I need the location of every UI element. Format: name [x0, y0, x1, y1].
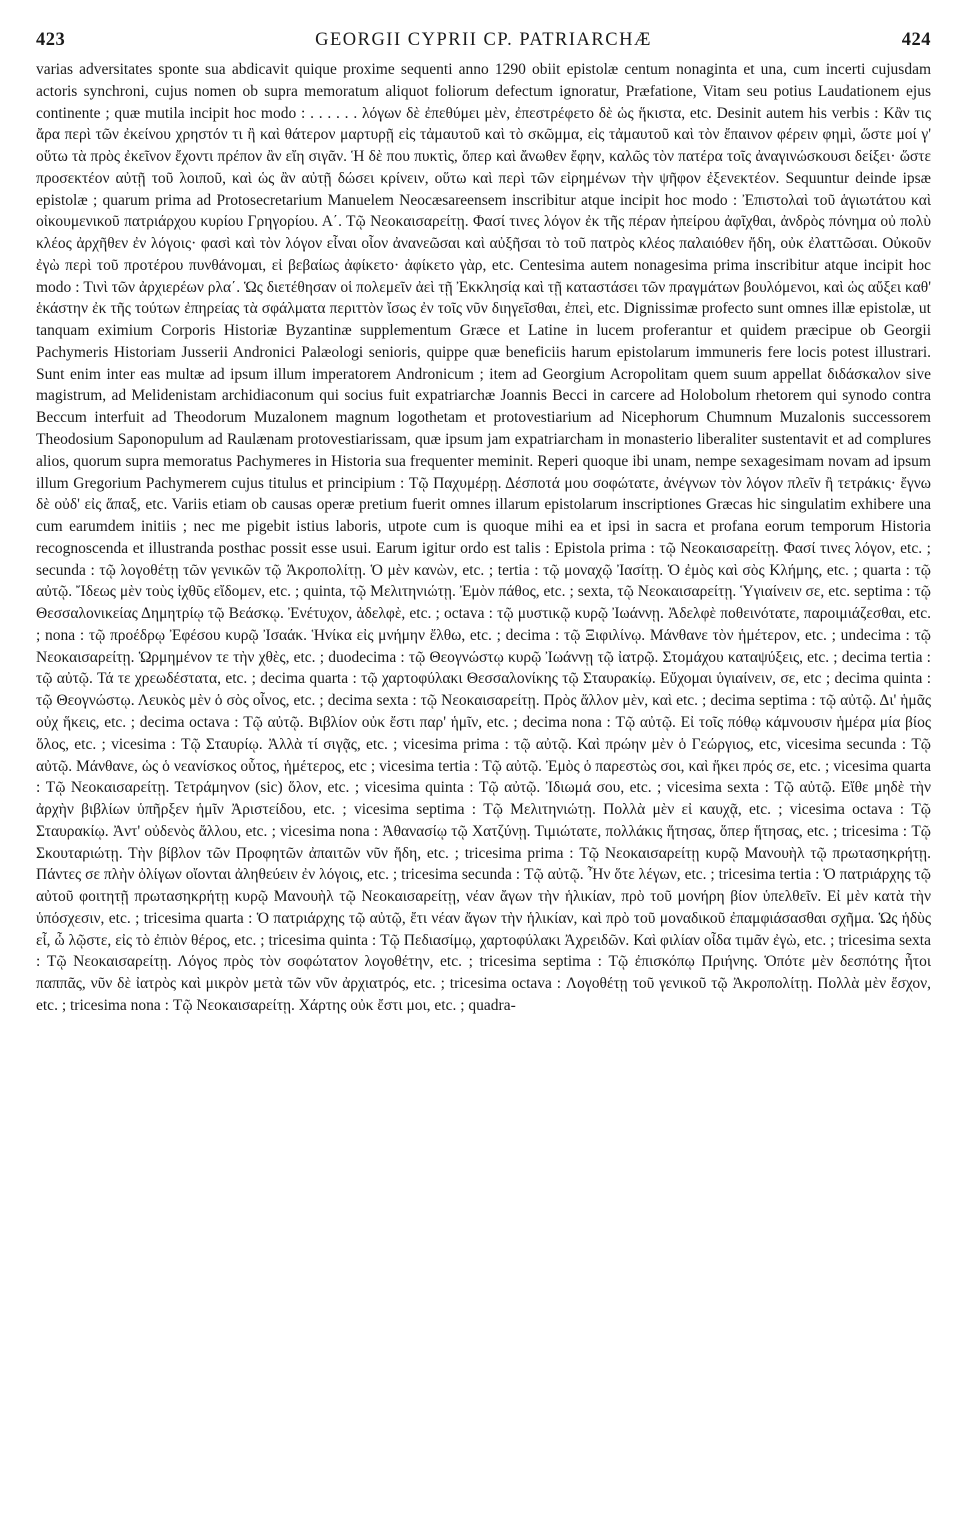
right-page-number: 424 — [901, 30, 931, 50]
running-header — [36, 30, 931, 52]
running-title: GEORGII CYPRII CP. PATRIARCHÆ — [315, 30, 652, 50]
body-paragraph: varias adversitates sponte sua abdicavit quique proxime sequenti anno 1290 obiit epistolæ centum nonaginta et una, cum incerti cujusdam actoris synchroni, cujus nomen ob supra memoratum aliquot foliorum defectum ignoratur, Præfatione, Vitam seu potius Laudationem ejus continente ; quæ mutila incipit hoc modo : . . . . . . λόγων δὲ ἐπεθύμει μὲν, ἐπεστρέφετο δὲ ὡς ἥκιστα, etc. Desinit autem his verbis : Κἂν τις ἄρα περὶ τῶν ἐκείνου χρηστόν τι ἢ καὶ θάτερον μαρτυρῇ εἰς τἀμαυτοῦ καὶ τὸ σκῶμμα, εἰς τἀμαυτοῦ καὶ τὸν ἔπαινον φέρειν φημὶ, ὥστε μοί γ' οὕτω τὰ πρὸς ἐκεῖνον ἔχοντι πρέπον ἂν εἴη σιγᾶν. Ἡ δὲ που πυκτὶς, ὅπερ καὶ ἄνωθεν ἔφην, καλῶς τὸν πατέρα τοῖς ἀναγινώσκουσι δείξει· ὥστε προσεκτέον αὐτῇ τοῦ λοιποῦ, καὶ ὡς ἂν αὐτῇ δώσει κρίνειν, οὕτω καὶ περὶ τῶν εἰρημένων τὴν ψῆφον ἐξενεκτέον. Sequuntur deinde ipsæ epistolæ ; quarum prima ad Protosecretarium Manuelem Neocæsareensem inscribitur atque incipit hoc modo : Ἐπιστολαὶ τοῦ ἁγιωτάτου καὶ οἰκουμενικοῦ πατριάρχου κυρίου Γρηγορίου. Α΄. Τῷ Νεοκαισαρείτῃ. Φασί τινες λόγον ἐκ τῆς πέραν ἠπείρου ἀφῖχθαι, ἀνδρὸς πόνημα οὐ πολὺ κλέος ἀρχῆθεν ἐν λόγοις· φασὶ καὶ τὸν λόγον εἶναι οἷον ἀνανεῶσαι καὶ αὐξῆσαι τὸ τοῦ πατρὸς κλέος παλαιόθεν ἤδη, οὐκ ἐλαττῶσαι. Οὐκοῦν ἐγὼ περὶ τοῦ προτέρου πυνθάνομαι, εἰ βεβαίως ἀφίκετο· ἀφίκετο γὰρ, etc. Centesima autem nonagesima prima inscribitur atque incipit hoc modo : Τινὶ τῶν ἀρχιερέων ρλα΄. Ὡς διετέθησαν οἱ πολεμεῖν ἀεὶ τῇ Ἐκκλησίᾳ καὶ τῇ καταστάσει τῶν πραγμάτων βουλόμενοι, καὶ ὡς αὔξει καθ' ἑκάστην ἐκ τῆς τούτων ἐπηρείας τὰ σφάλματα περιττὸν ἴσως ἐν τοῖς νῦν διηγεῖσθαι, ἐπεὶ, etc. Dignissimæ profecto sunt omnes illæ epistolæ, ut tanquam eximium Corporis Historiæ Byzantinæ supplementum Græce et Latine in lucem proferantur et quidem præcipue ob Georgii Pachymeris Historiam Jusserii Andronici Palæologi senioris, quippe quæ beneficiis harum epistolarum immuneris fere locis potest illustrari. Sunt enim inter eas multæ ad ipsum illum imperatorem Andronicum ; item ad Georgium Acropolitam quem suum appellat διδάσκαλον sive magistrum, ad Melidenistam archidiaconum qui socius fuit expatriarchæ Joannis Becci in carcere ad Holobolum rhetorem qui synodo contra Beccum interfuit ad Theodorum Muzalonem magnum logothetam et protovestiarium ad Nicephorum Chumnum Muzalonis successorem Theodosium Saponopulum ad Raulænam protovestiarissam, quæ ipsum jam expatriarcham in monasterio liberaliter sustentavit et ad complures alios, quorum supra memoratus Pachymeres in Historia sua frequenter meminit. Reperi quoque ibi unam, nempe sexagesimam novam ad ipsum illum Gregorium Pachymerem cujus titulus et principium : Τῷ Παχυμέρῃ. Δέσποτά μου σοφώτατε, ἀνέγνων τὸν λόγον πλεῖν ἢ τετράκις· ἔγνω δὲ οὐδ' εἰς ἅπαξ, etc. Variis etiam ob causas operæ pretium fuerit omnes illarum epistolarum inscriptiones Græcas hic singulatim exhibere una cum earumdem initiis ; nec me pigebit istius laboris, utpote cum is quoque mihi ea et ipsi in sacra et profana eorum temporum Historia recognoscenda et illustranda posthac possit esse usui. Earum igitur ordo est talis : Epistola prima : τῷ Νεοκαισαρείτῃ. Φασί τινες λόγον, etc. ; secunda : τῷ λογοθέτῃ τῶν γενικῶν τῷ Ἀκροπολίτῃ. Ὁ μὲν κανὼν, etc. ; tertia : τῷ μοναχῷ Ἰασίτῃ. Ὁ ἐμὸς καὶ σὸς Κλήμης, etc. ; quarta : τῷ αὐτῷ. Ἴδεως μὲν τοὺς ἰχθῦς εἴδομεν, etc. ; quinta, τῷ Μελιτηνιώτῃ. Ἐμὸν πάθος, etc. ; sexta, τῷ Νεοκαισαρείτῃ. Ὑγιαίνειν σε, etc. septima : τῷ Θεσσαλονικείας Δημητρίῳ τῷ Βεάσκῳ. Ἐνέτυχον, ἀδελφὲ, etc. ; octava : τῷ μυστικῷ κυρῷ Ἰωάννῃ. Ἀδελφὲ ποθεινότατε, παροιμιάζεσθαι, etc. ; nona : τῷ προέδρῳ Ἐφέσου κυρῷ Ἰσαάκ. Ἡνίκα εἰς μνήμην ἔλθω, etc. ; decima : τῷ Ξιφιλίνῳ. Μάνθανε τὸν ἡμέτερον, etc. ; undecima : τῷ Νεοκαισαρείτῃ. Ὡρμημένον τε τὴν χθὲς, etc. ; duodecima : τῷ Θεογνώστῳ κυρῷ Ἰωάννῃ τῷ ἰατρῷ. Στομάχου καταψύξεις, etc. ; decima tertia : τῷ αὐτῷ. Τά τε χρεωδέστατα, etc. ; decima quarta : τῷ χαρτοφύλακι Θεσσαλονίκης τῷ Σταυρακίῳ. Εὔχομαι ὑγιαίνειν, σε, etc ; decima quinta : τῷ Θεογνώστῳ. Λευκὸς μὲν ὁ σὸς οἶνος, etc. ; decima sexta : τῷ Νεοκαισαρείτῃ. Πρὸς ἄλλον μὲν, καὶ etc. ; decima septima : τῷ αὐτῷ. Δι' ἡμᾶς οὐχ ἥκεις, etc. ; decima octava : Τῷ αὐτῷ. Βιβλίον οὐκ ἔστι παρ' ἡμῖν, etc. ; decima nona : Τῷ αὐτῷ. Εἰ τοῖς πόθῳ κάμνουσιν ἡμέρα μία βίος ὅλος, etc. ; vicesima : Τῷ Σταυρίῳ. Ἀλλὰ τί σιγᾷς, etc. ; vicesima prima : τῷ αὐτῷ. Καὶ πρώην μὲν ὁ Γεώργιος, etc, vicesima secunda : Τῷ αὐτῷ. Μάνθανε, ὡς ὁ νεανίσκος οὗτος, ἡμέτερος, etc ; vicesima tertia : Τῷ αὐτῷ. Ἐμὸς ὁ παρεστὼς σοι, καὶ ἥκει πρός σε, etc. ; vicesima quarta : Τῷ Νεοκαισαρείτῃ. Τετράμηνον (sic) ὅλον, etc. ; vicesima quinta : Τῷ αὐτῷ. Ἰδιωμά σου, etc. ; vicesima sexta : Τῷ αὐτῷ. Εἴθε μηδὲ τὴν ἀρχὴν βιβλίων ὑπῆρξεν ἡμῖν Ἀριστείδου, etc. ; vicesima septima : Τῷ Μελιτηνιώτῃ. Πολλὰ μὲν εἰ καυχᾷ, etc. ; vicesima octava : Τῷ Σταυρακίῳ. Ἀντ' οὐδενὸς ἄλλου, etc. ; vicesima nona : Ἀθανασίῳ τῷ Χατζύνῃ. Τιμιώτατε, πολλάκις ἥτησας, ὅπερ ἥτησας, etc. ; tricesima : Τῷ Σκουταριώτῃ. Τὴν βίβλον τῶν Προφητῶν ἀπαιτῶν νῦν ἤδη, etc. ; tricesima prima : Τῷ Νεοκαισαρείτῃ κυρῷ Μανουὴλ τῷ πρωτασηκρήτῃ. Πάντες σε πλὴν ὀλίγων οἴονται ἀληθεύειν ἐν λόγοις, etc. ; tricesima secunda : Τῷ αὐτῷ. Ἦν ὅτε λέγων, etc. ; tricesima tertia : Ὁ πατριάρχης τῷ αὐτοῦ φοιτητῇ πρωτασηκρήτῃ κυρῷ Μανουὴλ τῷ Νεοκαισαρείτῃ, νέαν ἄγων τὴν ἡλικίαν, πρὸ τοῦ μονήρη βίον ὑπελθεῖν. Εἰ μὲν κατὰ τὴν ὑπόσχεσιν, etc. ; tricesima quarta : Ὁ πατριάρχης τῷ αὐτῷ, ἔτι νέαν ἄγων τὴν ἡλικίαν, καὶ πρὸ τοῦ μοναδικοῦ ἐπαμφιάσασθαι σχῆμα. Ὡς ἡδὺς εἶ, ὦ λῷστε, εἰς τὸ ἐπιὸν θέρος, etc. ; tricesima quinta : Τῷ Πεδιασίμῳ, χαρτοφύλακι Ἀχρειδῶν. Καὶ φιλίαν οἶδα τιμᾶν ἐγὼ, etc. ; tricesima sexta : Τῷ Νεοκαισαρείτῃ. Λόγος πρὸς τὸν σοφώτατον λογοθέτην, etc. ; tricesima septima : Τῷ ἐπισκόπῳ Πριήνης. Ὁπότε μὲν δεσπότης ἦτοι παππᾶς, νῦν δὲ ἰατρὸς καὶ μικρὸν μετὰ τῶν νῦν ἀρχιατρός, etc. ; tricesima octava : Λογοθέτῃ τοῦ γενικοῦ τῷ Ἀκροπολίτῃ. Πολλὰ μὲν ἔσχον, etc. ; tricesima nona : Τῷ Νεοκαισαρείτῃ. Χάρτης οὐκ ἔστι μοι, etc. ; quadra- — [36, 61, 931, 1014]
page — [36, 30, 931, 1017]
left-page-number: 423 — [36, 30, 66, 50]
body-text-block — [36, 59, 931, 1017]
